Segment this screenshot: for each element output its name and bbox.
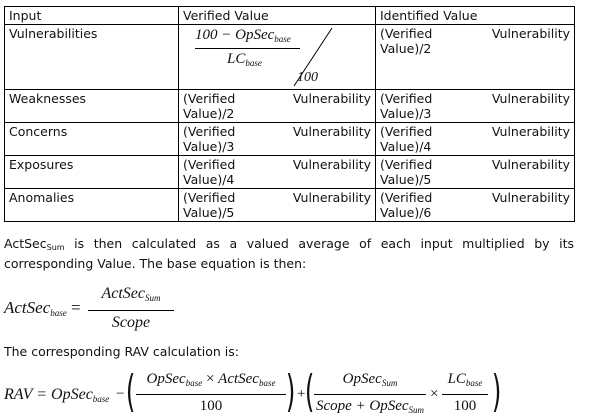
identified-value-cell: (Verified Vulnerability Value)/5 <box>376 156 575 189</box>
vulnerability-formula-cell <box>179 25 376 90</box>
header-verified-value: Verified Value <box>179 7 376 25</box>
table-row <box>5 25 575 90</box>
table-row <box>5 189 575 222</box>
header-identified-value: Identified Value <box>376 7 575 25</box>
identified-value-cell: (Verified Vulnerability Value)/2 <box>376 25 575 90</box>
plus-operator: + <box>297 386 306 402</box>
formula-denominator: $LC_{base}$ <box>227 51 262 68</box>
times-operator: × <box>430 386 439 402</box>
rav-fraction-1: OpSec$_{base}$ × ActSec$_{base}$ 100 <box>136 370 286 415</box>
rav-lhs: RAV = OpSec$_{base}$ <box>4 386 110 404</box>
fraction-bar <box>195 48 300 49</box>
equation-lhs: ActSec$_{base}$ = <box>4 298 81 318</box>
header-input: Input <box>5 7 179 25</box>
table-row <box>5 123 575 156</box>
table-row <box>5 90 575 123</box>
identified-value-cell: (Verified Vulnerability Value)/4 <box>376 123 575 156</box>
actsec-paragraph: ActSecSum is then calculated as a valued average of each input multiplied by its corresponding Value. The base equation is then: <box>4 236 574 271</box>
minus-operator: − <box>116 386 125 402</box>
equation-fraction: ActSec$_{Sum}$ Scope <box>88 284 174 333</box>
row-input: Vulnerabilities <box>5 25 179 90</box>
rav-fraction-2: OpSec$_{Sum}$ Scope + OpSec$_{Sum}$ <box>315 371 425 415</box>
verified-value-cell: (Verified Vulnerability Value)/2 <box>179 90 376 123</box>
verified-value-cell: (Verified Vulnerability Value)/4 <box>179 156 376 189</box>
values-table <box>4 6 575 222</box>
row-input: Anomalies <box>5 189 179 222</box>
verified-value-cell: (Verified Vulnerability Value)/3 <box>179 123 376 156</box>
row-input: Concerns <box>5 123 179 156</box>
row-input: Exposures <box>5 156 179 189</box>
table-row <box>5 156 575 189</box>
close-paren: ) <box>285 366 296 417</box>
identified-value-cell: (Verified Vulnerability Value)/3 <box>376 90 575 123</box>
open-paren: ( <box>125 366 136 417</box>
rav-fraction-3: $LC_{base}$ 100 <box>442 370 488 415</box>
rav-equation <box>4 368 574 420</box>
verified-value-cell: (Verified Vulnerability Value)/5 <box>179 189 376 222</box>
close-paren: ) <box>491 366 502 417</box>
open-paren: ( <box>304 366 315 417</box>
formula-numerator: 100 − OpSec$_{base}$ <box>195 27 291 44</box>
row-input: Weaknesses <box>5 90 179 123</box>
table-header-row <box>5 7 575 25</box>
formula-divisor: 100 <box>297 70 318 85</box>
identified-value-cell: (Verified Vulnerability Value)/6 <box>376 189 575 222</box>
rav-intro-paragraph: The corresponding RAV calculation is: <box>4 344 239 359</box>
